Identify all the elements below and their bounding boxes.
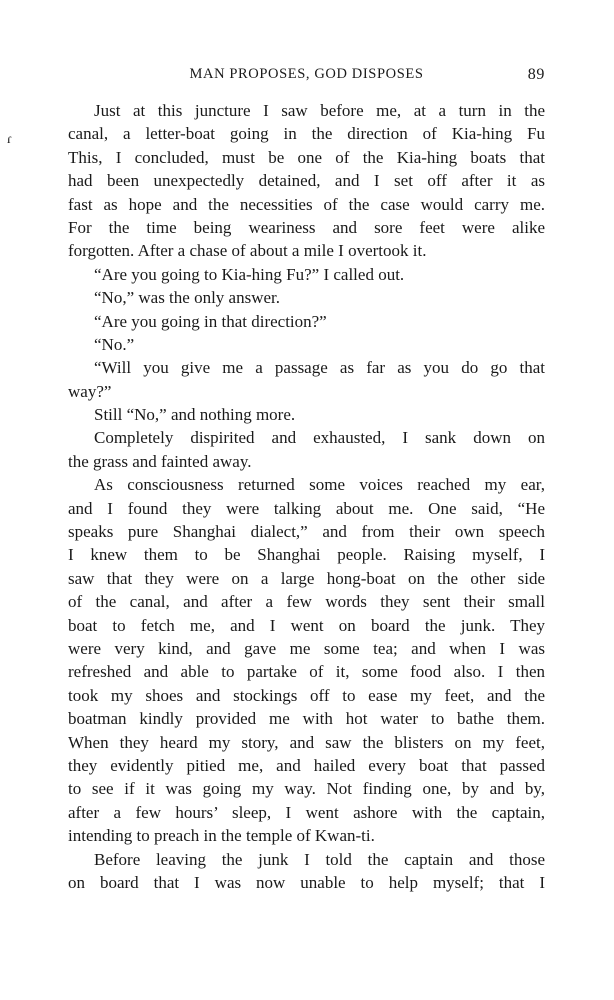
text-line: the grass and fainted away. — [68, 451, 252, 471]
text-line: way?” — [68, 381, 112, 401]
text-line: boatman kindly provided me with hot water to bathe them. — [68, 709, 545, 729]
text-line: speaks pure Shanghai dialect,” and from their own speech — [68, 522, 545, 542]
text-line: “No,” was the only answer. — [94, 288, 281, 308]
text-line: and I found they were talking about me. One said, “He — [68, 498, 545, 518]
text-line: to see if it was going my way. Not finding one, by and by, — [68, 779, 545, 799]
text-line: on board that I was now unable to help myself; that I — [68, 872, 545, 892]
text-line: This, I concluded, must be one of the Kia-hing boats that — [68, 147, 545, 167]
text-line: of the canal, and after a few words they sent their small — [68, 592, 545, 612]
text-line: When they heard my story, and saw the blisters on my feet, — [68, 732, 545, 752]
text-line: forgotten. After a chase of about a mile I overtook it. — [68, 241, 427, 261]
text-line: Before leaving the junk I told the captain and those — [94, 849, 545, 869]
running-title: MAN PROPOSES, GOD DISPOSES — [189, 66, 424, 82]
margin-mark: ɾ — [7, 132, 12, 147]
text-line: “Are you going to Kia-hing Fu?” I called out. — [94, 264, 405, 284]
text-line: were very kind, and gave me some tea; and when I was — [68, 638, 545, 658]
text-line: “No.” — [94, 334, 135, 354]
text-line: boat to fetch me, and I went on board the junk. They — [68, 615, 545, 635]
text-line: Just at this juncture I saw before me, at a turn in the — [94, 101, 545, 120]
page-number: 89 — [527, 66, 545, 83]
text-line: Completely dispirited and exhausted, I sank down on — [94, 428, 545, 448]
running-head — [68, 66, 545, 88]
text-line: “Are you going in that direction?” — [94, 311, 327, 331]
body-text — [68, 99, 545, 894]
text-line: fast as hope and the necessities of the case would carry me. — [68, 194, 545, 214]
text-line: For the time being weariness and sore feet were alike — [68, 217, 545, 237]
text-line: “Will you give me a passage as far as you do go that — [94, 358, 545, 378]
text-line: refreshed and able to partake of it, some food also. I then — [68, 662, 545, 682]
text-line: after a few hours’ sleep, I went ashore with the captain, — [68, 802, 545, 822]
text-line: I knew them to be Shanghai people. Raising myself, I — [68, 545, 545, 565]
text-line: took my shoes and stockings off to ease my feet, and the — [68, 685, 545, 705]
text-line: they evidently pitied me, and hailed every boat that passed — [68, 755, 545, 775]
text-line: had been unexpectedly detained, and I set off after it as — [68, 171, 545, 191]
text-line: saw that they were on a large hong-boat on the other side — [68, 568, 545, 588]
text-line: As consciousness returned some voices reached my ear, — [94, 475, 545, 495]
text-line: intending to preach in the temple of Kwan-ti. — [68, 826, 375, 846]
text-line: canal, a letter-boat going in the direction of Kia-hing Fu — [68, 124, 545, 144]
text-line: Still “No,” and nothing more. — [94, 405, 296, 425]
